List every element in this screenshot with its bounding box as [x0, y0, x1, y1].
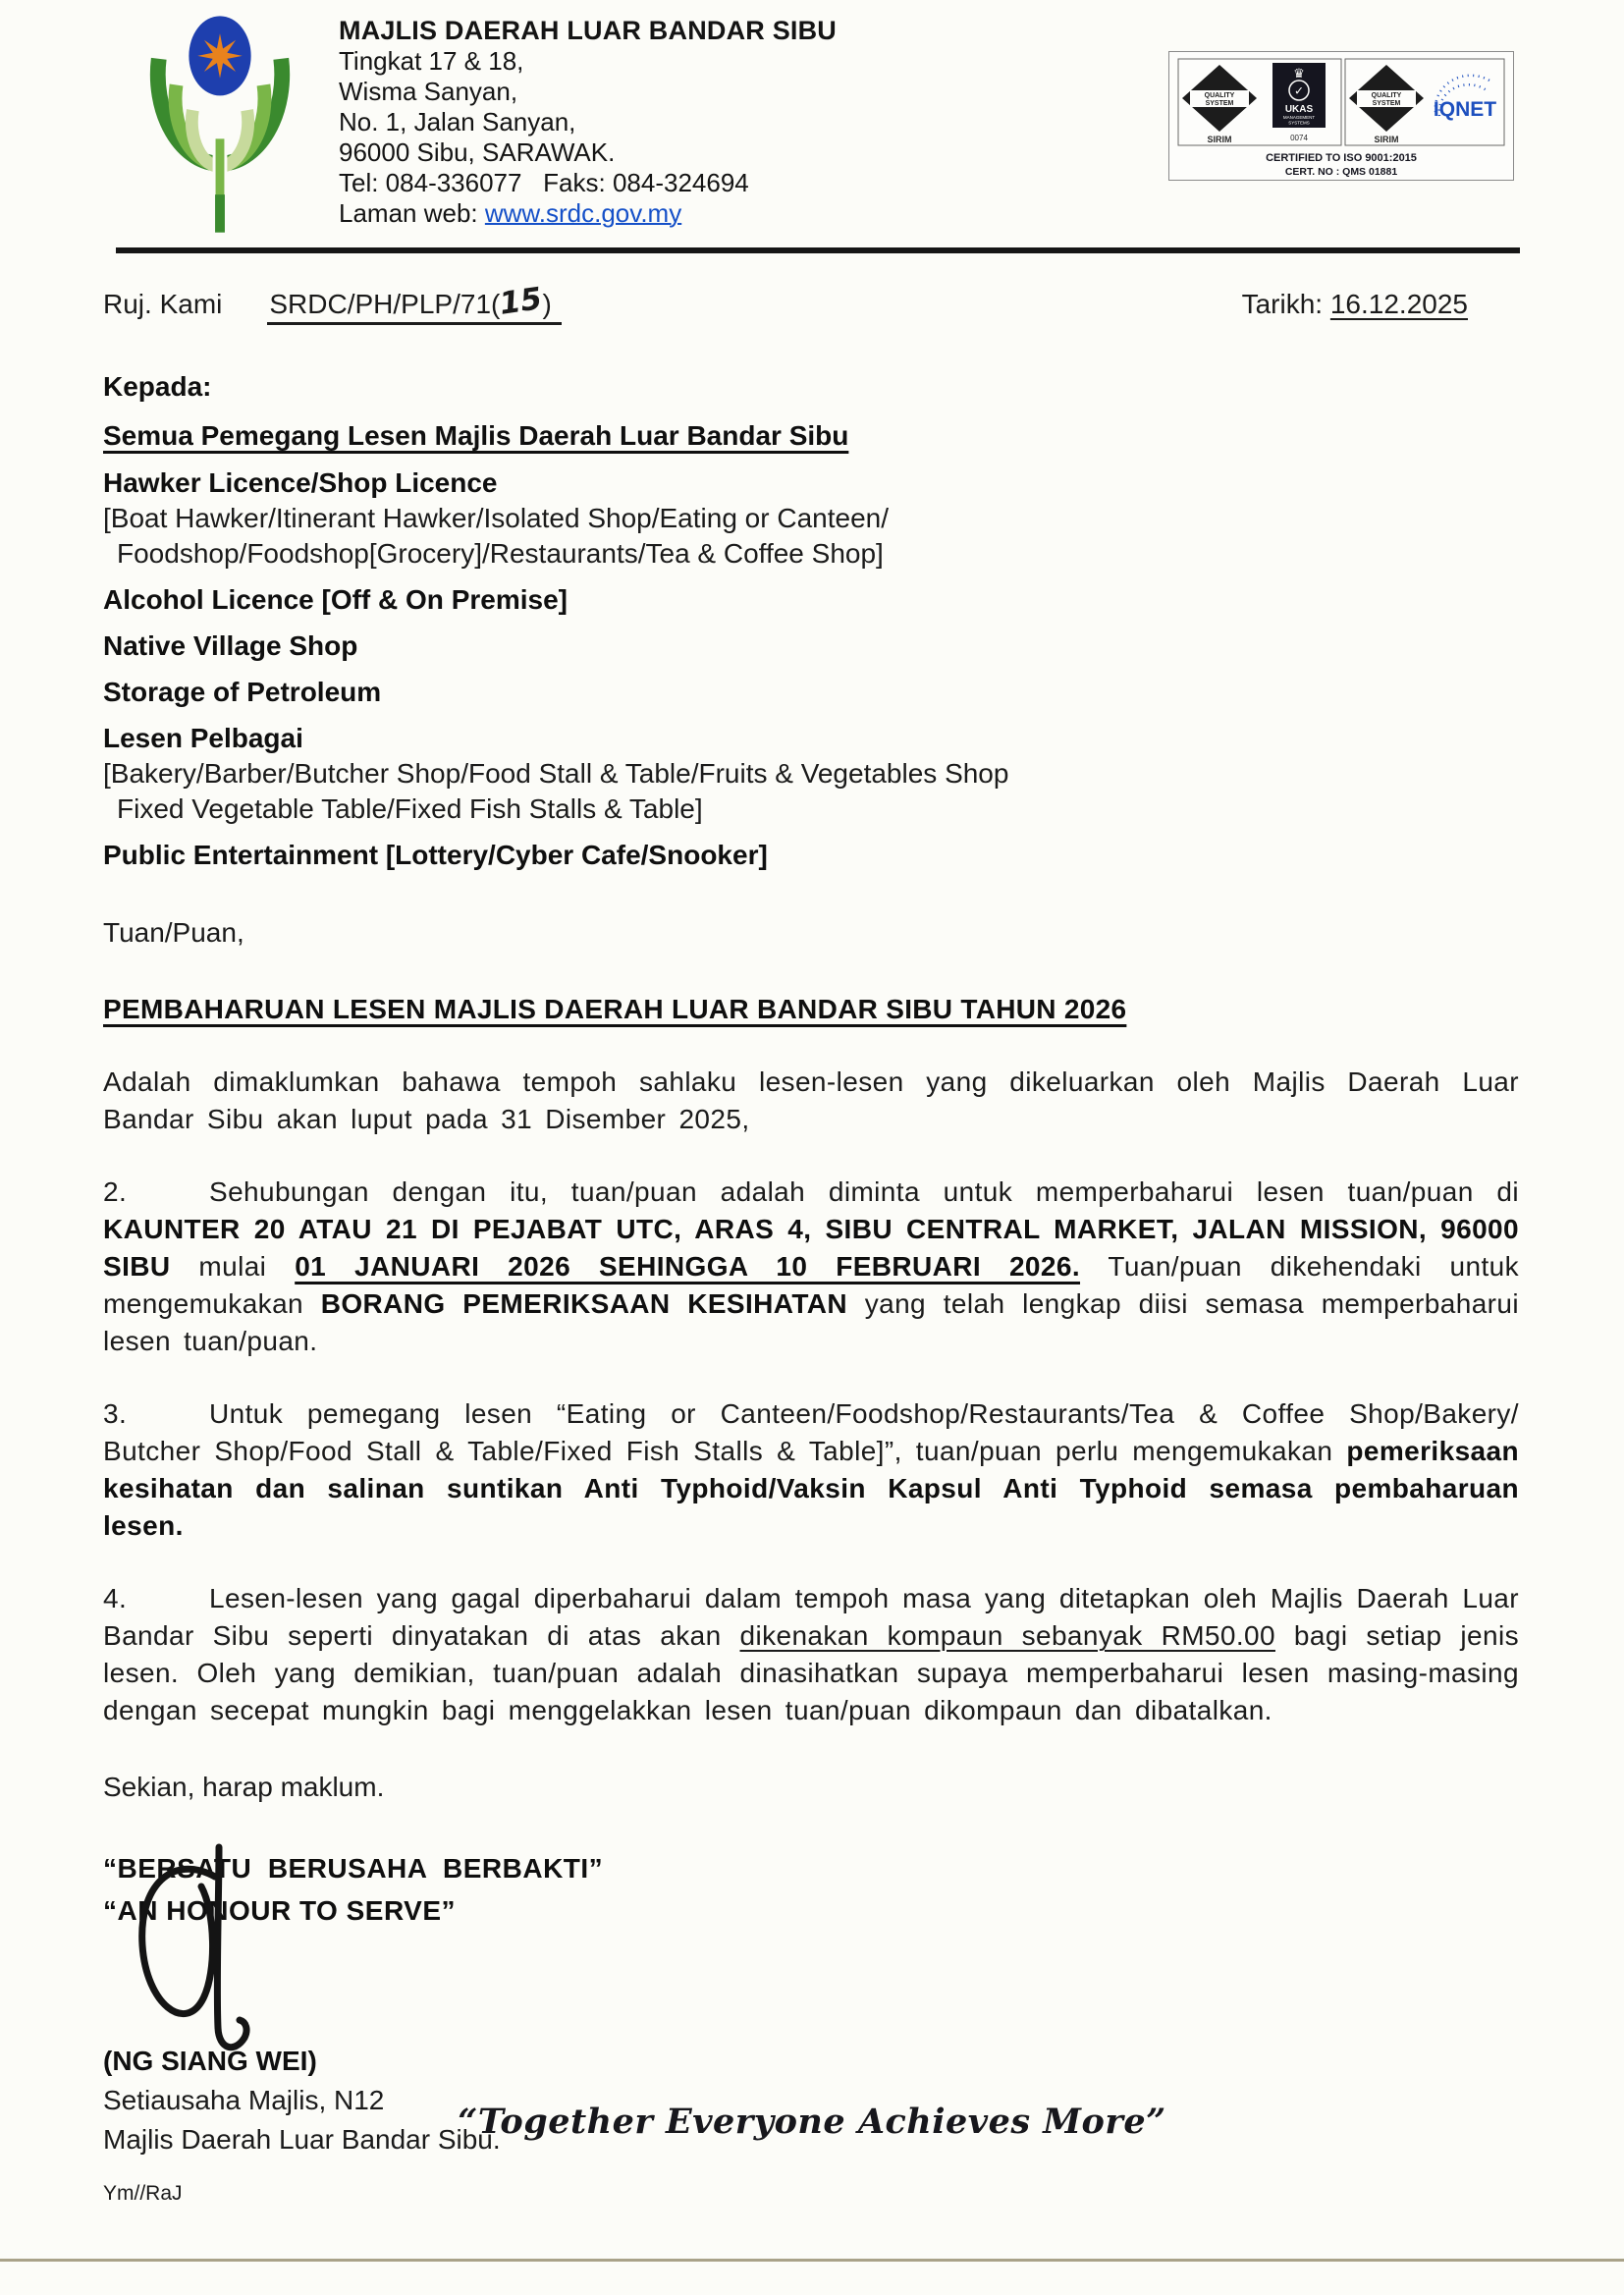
reference-line — [103, 281, 1519, 323]
website-link[interactable]: www.srdc.gov.my — [484, 198, 682, 228]
council-logo-icon — [137, 14, 302, 238]
counter-location-bold: KAUNTER 20 ATAU 21 DI PEJABAT UTC, ARAS 4, SIBU CENTRAL MARKET, JALAN MISSION, 96000 SIBU — [103, 1214, 1519, 1282]
paragraph-2: 2. Sehubungan dengan itu, tuan/puan adalah diminta untuk memperbaharui lesen tuan/puan di KAUNTER 20 ATAU 21 DI PEJABAT UTC, ARAS 4, SIBU CENTRAL MARKET, JALAN MISSION, 96000 SIBU mulai 01 JANUARI 2026 SEHINGGA 10 FEBRUARI 2026. Tuan/puan dikehendaki untuk mengemukakan BORANG PEMERIKSAAN KESIHATAN yang telah lengkap diisi semasa memperbaharui lesen tuan/puan. — [103, 1174, 1519, 1360]
signatory-org: Majlis Daerah Luar Bandar Sibu. — [103, 2124, 501, 2155]
licence-detail: [Bakery/Barber/Butcher Shop/Food Stall & Table/Fruits & Vegetables Shop — [103, 758, 1009, 789]
starburst-icon — [197, 33, 242, 78]
address-line: 96000 Sibu, SARAWAK. — [339, 137, 616, 167]
svg-text:SIRIM: SIRIM — [1207, 135, 1232, 144]
paragraph-number: 3. — [103, 1398, 128, 1429]
address-line: Tingkat 17 & 18, — [339, 46, 524, 76]
licence-detail: Fixed Vegetable Table/Fixed Fish Stalls & Table] — [117, 793, 703, 824]
svg-text:SYSTEM: SYSTEM — [1372, 100, 1401, 107]
licence-heading: Native Village Shop — [103, 630, 358, 661]
licence-heading: Hawker Licence/Shop Licence — [103, 467, 498, 498]
renewal-period-bold-underline: 01 JANUARI 2026 SEHINGGA 10 FEBRUARI 2026. — [295, 1251, 1081, 1282]
svg-text:IQNET: IQNET — [1433, 98, 1497, 121]
org-address-block — [339, 16, 837, 229]
certified-line: CERTIFIED TO ISO 9001:2015 — [1266, 152, 1417, 164]
licence-heading: Public Entertainment [Lottery/Cyber Cafe/Snooker] — [103, 840, 768, 870]
svg-text:QUALITY: QUALITY — [1204, 92, 1235, 99]
ruj-kami-label: Ruj. Kami — [103, 289, 223, 319]
licence-detail: Foodshop/Foodshop[Grocery]/Restaurants/Tea & Coffee Shop] — [117, 538, 884, 569]
signatory-block — [103, 2042, 1519, 2159]
date-line — [1242, 286, 1468, 323]
handwritten-number: 15 — [497, 281, 545, 322]
signatory-name: (NG SIANG WEI) — [103, 2046, 317, 2076]
typhoid-requirement-bold: pemeriksaan kesihatan dan salinan suntikan Anti Typhoid/Vaksin Kapsul Anti Typhoid semasa pembaharuan lesen. — [103, 1436, 1519, 1541]
website-label: Laman web: — [339, 198, 485, 228]
addressee-line: Semua Pemegang Lesen Majlis Daerah Luar Bandar Sibu — [103, 420, 849, 451]
address-line: No. 1, Jalan Sanyan, — [339, 107, 576, 137]
paragraph-1: Adalah dimaklumkan bahawa tempoh sahlaku lesen-lesen yang dikeluarkan oleh Majlis Daerah Luar Bandar Sibu akan luput pada 31 Disember 2025, — [103, 1066, 1519, 1134]
paragraph-number: 4. — [103, 1583, 128, 1613]
licence-heading: Storage of Petroleum — [103, 677, 382, 707]
letter-body — [103, 267, 1519, 2213]
ruj-kami-value: SRDC/PH/PLP/71(15) — [267, 289, 561, 325]
footer-motto: “Together Everyone Achieves More” — [458, 2102, 1166, 2142]
signatory-title: Setiausaha Majlis, N12 — [103, 2085, 385, 2115]
svg-text:0074: 0074 — [1290, 134, 1308, 142]
scan-edge-line — [0, 2259, 1624, 2262]
motto-english: “AN HONOUR TO SERVE” — [103, 1895, 457, 1926]
motto-block — [103, 1847, 1519, 1932]
our-reference — [103, 281, 562, 323]
subject-line: PEMBAHARUAN LESEN MAJLIS DAERAH LUAR BANDAR SIBU TAHUN 2026 — [103, 994, 1127, 1024]
cert-no-line: CERT. NO : QMS 01881 — [1284, 166, 1398, 178]
salutation: Tuan/Puan, — [103, 917, 244, 948]
motto-malay: “BERSATU BERUSAHA BERBAKTI” — [103, 1853, 604, 1884]
svg-text:MANAGEMENT: MANAGEMENT — [1282, 115, 1316, 120]
svg-text:QUALITY: QUALITY — [1371, 92, 1402, 99]
svg-text:UKAS: UKAS — [1284, 104, 1314, 115]
tarikh-value: 16.12.2025 — [1329, 289, 1468, 319]
licence-heading: Lesen Pelbagai — [103, 723, 303, 753]
org-name: MAJLIS DAERAH LUAR BANDAR SIBU — [339, 16, 838, 45]
iso-certification-badges — [1168, 51, 1514, 181]
paragraph-3: 3. Untuk pemegang lesen “Eating or Canteen/Foodshop/Restaurants/Tea & Coffee Shop/Bakery/ Butcher Shop/Food Stall & Table/Fixed Fish Stalls & Table]”, tuan/puan perlu mengemukakan pemeriksaan kesihatan dan salinan suntikan Anti Typhoid/Vaksin Kapsul Anti Typhoid semasa pembaharuan lesen. — [103, 1395, 1519, 1545]
licence-heading: Alcohol Licence [Off & On Premise] — [103, 584, 568, 615]
licence-detail: [Boat Hawker/Itinerant Hawker/Isolated Shop/Eating or Canteen/ — [103, 503, 889, 533]
svg-text:SIRIM: SIRIM — [1374, 135, 1399, 144]
letterhead — [0, 0, 1624, 246]
address-line: Wisma Sanyan, — [339, 77, 518, 106]
svg-text:SYSTEM: SYSTEM — [1205, 100, 1234, 107]
closing-line: Sekian, harap maklum. — [103, 1772, 385, 1802]
header-divider — [116, 247, 1520, 253]
phone-fax-line: Tel: 084-336077 Faks: 084-324694 — [339, 168, 749, 197]
paragraph-number: 2. — [103, 1176, 128, 1207]
compound-fine-underline: dikenakan kompaun sebanyak RM50.00 — [739, 1620, 1275, 1651]
paragraph-4: 4. Lesen-lesen yang gagal diperbaharui dalam tempoh masa yang ditetapkan oleh Majlis Daerah Luar Bandar Sibu seperti dinyatakan di atas akan dikenakan kompaun sebanyak RM50.00 bagi setiap jenis lesen. Oleh yang demikian, tuan/puan adalah dinasihatkan supaya memperbaharui lesen masing-masing dengan secepat mungkin bagi menggelakkan lesen tuan/puan dikompaun dan dibatalkan. — [103, 1580, 1519, 1729]
tarikh-label: Tarikh: — [1241, 289, 1330, 319]
svg-text:SYSTEMS: SYSTEMS — [1288, 120, 1310, 126]
website-line — [339, 198, 837, 229]
kepada-label: Kepada: — [103, 371, 212, 402]
typist-initials: Ym//RaJ — [103, 2182, 183, 2205]
svg-text:✓: ✓ — [1293, 83, 1305, 98]
health-form-bold: BORANG PEMERIKSAAN KESIHATAN — [320, 1288, 848, 1319]
svg-text:♛: ♛ — [1293, 66, 1305, 81]
